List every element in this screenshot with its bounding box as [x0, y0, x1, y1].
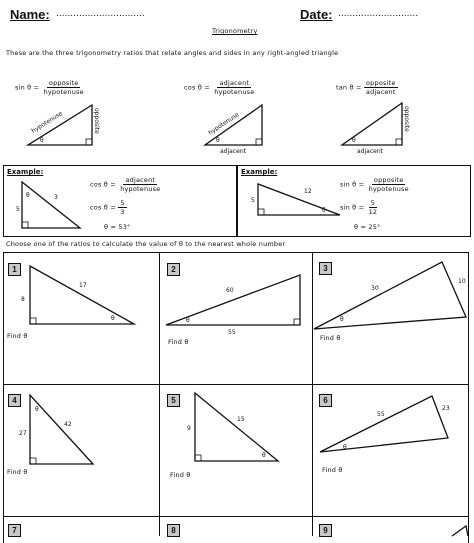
- page-subtitle: Trigonometry: [212, 27, 258, 35]
- problem-number: 5: [167, 394, 180, 407]
- sin-opp-label: opposite: [93, 108, 100, 134]
- problem-1-triangle: [21, 266, 134, 324]
- problem-4-triangle: [19, 395, 93, 464]
- problem-side: 17: [79, 282, 87, 289]
- name-label: Name:: [10, 7, 50, 22]
- problem-number: 2: [167, 263, 180, 276]
- problem-side: 10: [458, 278, 466, 285]
- problem-number: 7: [8, 524, 21, 537]
- find-label: Find θ: [7, 332, 28, 340]
- problem-5-triangle: [187, 393, 278, 461]
- date-label: Date:: [300, 7, 333, 22]
- theta-label: θ: [35, 406, 39, 413]
- problem-6-triangle: [320, 396, 450, 452]
- instruction-text: Choose one of the ratios to calculate the value of θ to the nearest whole number: [6, 240, 286, 248]
- example-2-side: 5: [251, 197, 255, 204]
- cos-ratio: cos θ = $\frac{\text{adjacent}}{\text{hypotenuse}}$: [184, 79, 255, 96]
- problem-number: 4: [8, 394, 21, 407]
- example-1-line-1: cos θ = $\frac{\text{adjacent}}{\text{hypotenuse}}$: [90, 176, 161, 193]
- problem-side: 42: [64, 421, 72, 428]
- find-label: Find θ: [320, 334, 341, 342]
- find-label: Find θ: [170, 471, 191, 479]
- example-title-1: Example:: [7, 168, 44, 176]
- example-2-line-2: sin θ = $\frac{5}{12}$: [340, 199, 378, 216]
- theta-label: θ: [111, 315, 115, 322]
- problem-side: 15: [237, 416, 245, 423]
- problem-side: 60: [226, 287, 234, 294]
- example-1-answer: θ = 53°: [104, 223, 131, 231]
- example-2-answer: θ = 25°: [354, 223, 381, 231]
- example-1-side: 5: [16, 206, 20, 213]
- theta-label: θ: [343, 444, 347, 451]
- theta-label: θ: [322, 207, 326, 214]
- cos-hyp-label: hypotenuse: [207, 111, 241, 137]
- example-2-side: 12: [304, 188, 312, 195]
- theta-label: θ: [216, 137, 220, 144]
- problem-side: 30: [371, 285, 379, 292]
- problem-number: 3: [319, 262, 332, 275]
- theta-label: θ: [352, 137, 356, 144]
- theta-label: θ: [340, 316, 344, 323]
- theta-label: θ: [26, 192, 30, 199]
- find-label: Find θ: [322, 466, 343, 474]
- tan-opp-label: opposite: [403, 106, 410, 132]
- tan-adj-label: adjacent: [357, 148, 383, 155]
- date-blank[interactable]: ............................: [338, 9, 419, 19]
- theta-label: θ: [186, 317, 190, 324]
- name-blank[interactable]: ...............................: [56, 9, 145, 19]
- problem-side: 55: [228, 329, 236, 336]
- problem-side: 23: [442, 405, 450, 412]
- intro-text: These are the three trigonometry ratios that relate angles and sides in any right-angled triangle: [6, 49, 339, 57]
- problem-number: 8: [167, 524, 180, 537]
- example-title-2: Example:: [241, 168, 278, 176]
- sin-ratio: sin θ = $\frac{\text{opposite}}{\text{hypotenuse}}$: [15, 79, 84, 96]
- problem-2-triangle: [166, 275, 300, 336]
- problem-side: 27: [19, 430, 27, 437]
- problem-number: 1: [8, 263, 21, 276]
- problem-side: 9: [187, 425, 191, 432]
- problem-side: 55: [377, 411, 385, 418]
- find-label: Find θ: [168, 338, 189, 346]
- cos-adj-label: adjacent: [220, 148, 246, 155]
- sin-hyp-label: hypotenuse: [30, 110, 65, 135]
- theta-label: θ: [262, 452, 266, 459]
- example-2-line-1: sin θ = $\frac{\text{opposite}}{\text{hypotenuse}}$: [340, 176, 409, 193]
- problem-number: 9: [319, 524, 332, 537]
- problem-number: 6: [319, 394, 332, 407]
- example-1-line-2: cos θ = $\frac{5}{3}$: [90, 199, 125, 216]
- find-label: Find θ: [7, 468, 28, 476]
- tan-ratio: tan θ = $\frac{\text{opposite}}{\text{adjacent}}$: [336, 79, 396, 96]
- problem-3-triangle: [314, 262, 466, 329]
- example-1-side: 3: [54, 194, 58, 201]
- theta-label: θ: [40, 137, 44, 144]
- problem-9-triangle-partial: [452, 526, 468, 536]
- problem-side: 8: [21, 296, 25, 303]
